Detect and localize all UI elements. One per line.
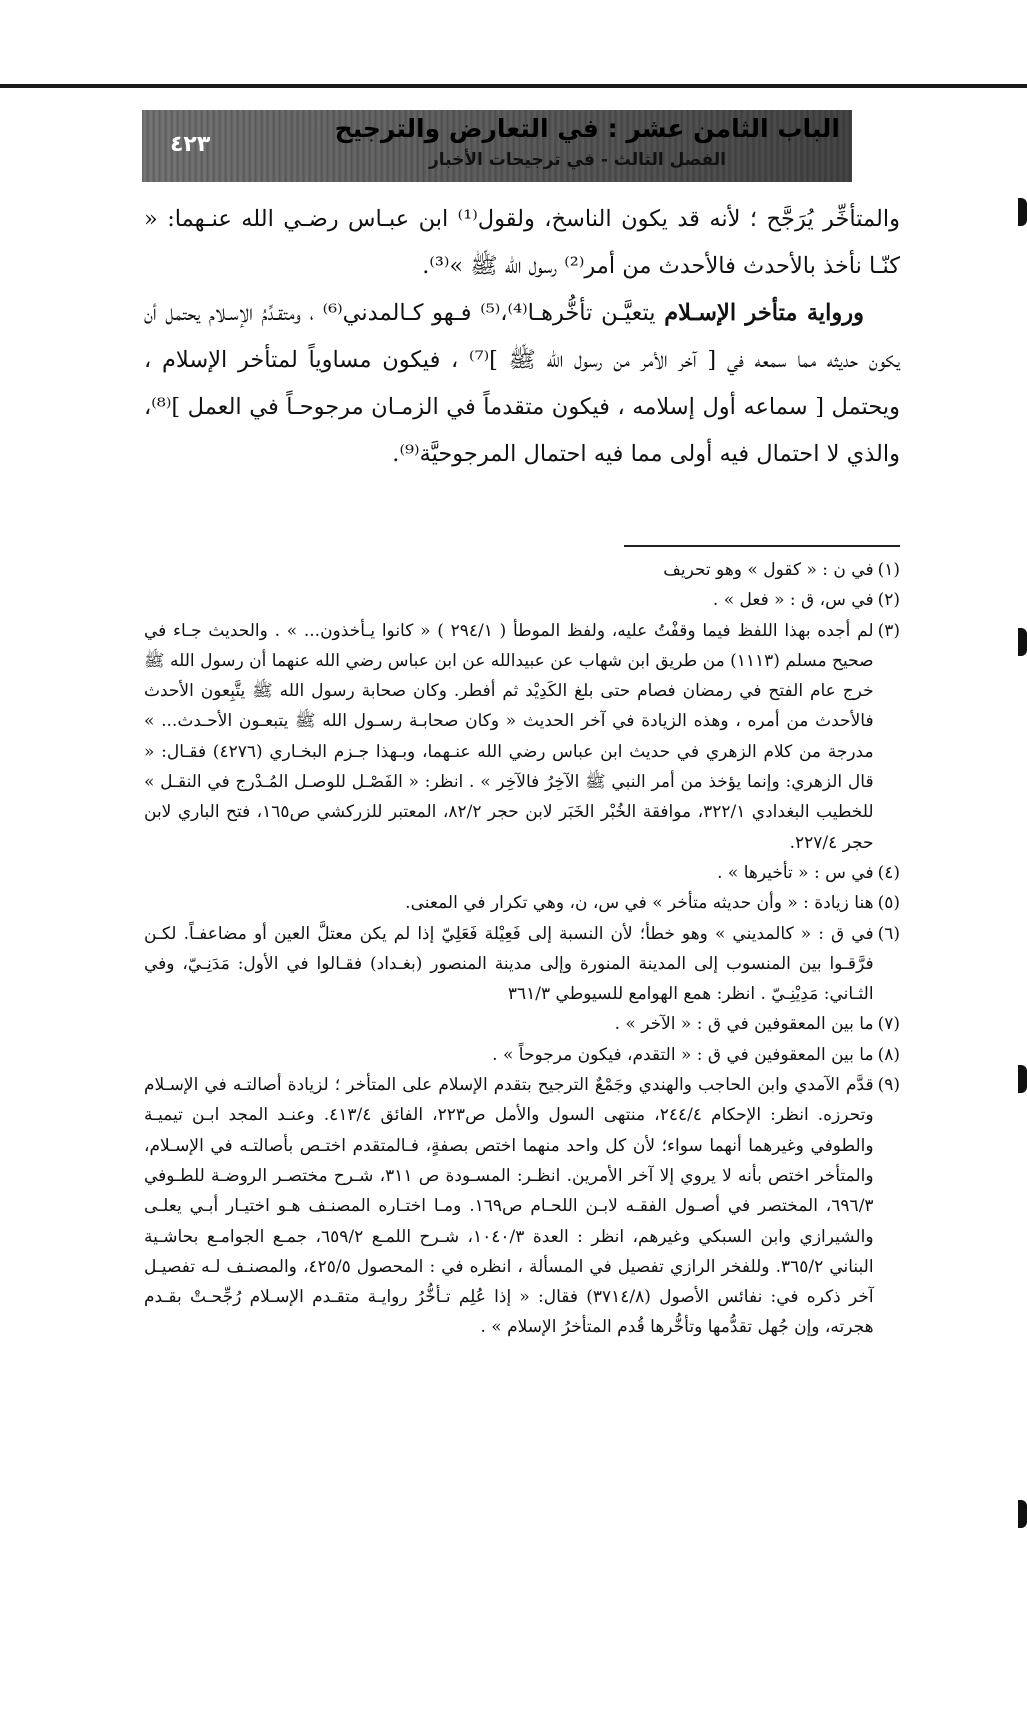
binding-mark: [1018, 628, 1027, 656]
footnotes: [144, 545, 900, 1343]
footnote-number: (٣): [877, 620, 900, 641]
binding-mark: [1018, 1065, 1027, 1093]
running-header: [142, 110, 852, 182]
paragraph-2-lead: ورواية متأخر الإسـلام: [664, 300, 864, 326]
footnote: [144, 858, 900, 888]
paragraph-1: والمتأخِّر يُرَجَّح ؛ لأنه قد يكون الناسخ، ولقول⁽¹⁾ ابن عبـاس رضـي الله عنـهما: « كنّـا نأخذ بالأحدث فالأحدث من أمر⁽²⁾ رسول الله ﷺ »⁽³⁾.: [144, 206, 901, 279]
section-subtitle: الفصل الثالث - في ترجيحات الأخبار: [429, 150, 726, 170]
footnote: [144, 888, 900, 918]
footnote: [144, 1040, 900, 1070]
paragraph-2: [144, 290, 900, 478]
footnote: [144, 616, 900, 858]
paragraph-2-body: يتعيَّـن تأخُّرهـا⁽⁴⁾،⁽⁵⁾ فـهو كـالمدني⁽⁶⁾ ، ومتقـدِّمُ الإسـلام يحتمل أن يكون حديثه مما سمعه في [ آخر الأمر من رسول الله ﷺ ]⁽⁷⁾ ، فيكون مساوياً لمتأخر الإسلام ، ويحتمل [ سماعه أول إسلامه ، فيكون متقدماً في الزمـان مرجوحـاً في العمل ]⁽⁸⁾، والذي لا احتمال فيه أولى مما فيه احتمال المرجوحيَّة⁽⁹⁾.: [144, 300, 900, 467]
footnote-text: في ن : « كقول » وهو تحريف: [663, 560, 874, 580]
footnote-text: قدَّم الآمدي وابن الحاجب والهندي وجَمْعٌ الترجيح بتقدم الإسلام على المتأخر ؛ لزيادة أصالتـه في الإسـلام وتحرزه. انظر: الإحكام ٢٤٤/٤، منتهى السول والأمل ص٢٢٣، الفائق ٤١٣/٤. وعنـد المجد ابـن تيميـة والطوفي وغيرهما أنهما سواء؛ لأن كل واحد منهما اختص بصفةٍ، فـالمتقدم اختـص بأصالتـه في الإسـلام، والمتأخر اختص بأنه لا يروي إلا آخر الأمرين. انظـر: المسـودة ص ٣١١، شـرح مختصـر الروضـة للطـوفي ٦٩٦/٣، المختصر في أصـول الفقـه لابـن اللحـام ص١٦٩. ومـا اختـاره المصنـف هـو اختيـار أبـي يعلـى والشيرازي وابن السبكي وغيرهم، انظر : العدة ١٠٤٠/٣، شـرح اللمـع ٦٥٩/٢، جمـع الجوامـع بحاشـية البناني ٣٦٥/٢. وللفخر الرازي تفصيل في المسألة ، انظره في : المحصول ٤٢٥/٥، والمصنـف لـه تفصيـل آخر ذكره في: نفائس الأصول (٣٧١٤/٨) فقال: « إذا عُلِم تـأخُّرُ روايـة متقـدم الإسـلام رُجِّحـتْ بقـدم هجرته، وإن جُهل تقدُّمها وتأخُّرها قُدم المتأخرُ الإسلام » .: [144, 1075, 874, 1338]
footnote-text: في س : « تأخيرها » .: [717, 862, 874, 883]
footnote-number: (٧): [877, 1014, 900, 1035]
footnote-number: (٥): [877, 893, 900, 914]
footnote-number: (٦): [877, 923, 900, 944]
footnote-number: (٨): [877, 1044, 900, 1065]
footnote-text: هنا زيادة : « وأن حديثه متأخر » في س، ن، وهي تكرار في المعنى.: [405, 893, 874, 914]
top-rule: [0, 84, 1027, 88]
footnote-text: لم أجده بهذا اللفظ فيما وقفْتُ عليه، ولفظ الموطأ ( ٢٩٤/١ ) « كانوا يـأخذون... » . والحديث جـاء في صحيح مسلم (١١١٣) من طريق ابن شهاب عن عبيدالله عن ابن عباس رضي الله عنهما أن رسول الله ﷺ خرج عام الفتح في رمضان فصام حتى بلغ الكَدِيْد ثم أفطر. وكان صحابة رسول الله ﷺ يتَّبِعون الأحدث فالأحدث من أمره ، وهذه الزيادة في آخر الحديث « وكان صحابـة رسـول الله ﷺ يتبعـون الأحـدث... » مدرجة من كلام الزهري في حديث ابن عباس رضي الله عنـهما، وبـهذا جـزم البخـاري (٤٢٧٦) فقـال: « قال الزهري: وإنما يؤخذ من أمر النبي ﷺ الآخِرُ فالآخِر » . انظر: « الفَصْـل للوصـل المُـدْرج في النقـل » للخطيب البغدادي ٣٢٢/١، موافقة الخُبْر الخَبَر لابن حجر ٨٢/٢، المعتبر للزركشي ص١٦٥، فتح الباري لابن حجر ٢٢٧/٤.: [144, 620, 874, 853]
footnote-number: (١): [877, 560, 900, 580]
footnote-text: في ق : « كالمديني » وهو خطأ؛ لأن النسبة إلى فَعِيْلة فَعَلِيّ إذا لم يكن معتلَّ العين أو مضاعفـاً. لكـن فرَّقـوا بين المنسوب إلى المدينة المنورة وإلى مدينة المنصور (بغـداد) فقـالوا في الأول: مَدَنِـيّ، وفي الثـاني: مَدِيْنِـيّ . انظر: همع الهوامع للسيوطي ٣٦١/٣: [144, 923, 874, 1005]
footnote-number: (٤): [877, 862, 900, 883]
footnote-text: ما بين المعقوفين في ق : « الآخر » .: [614, 1014, 874, 1035]
binding-mark: [1018, 1500, 1027, 1528]
footnote-text: في س، ق : « فعل » .: [712, 590, 874, 611]
page-number: ٤٢٣: [170, 132, 211, 157]
main-text: [144, 196, 900, 478]
footnote: [144, 919, 900, 1010]
footnote: [144, 1009, 900, 1039]
binding-mark: [1018, 198, 1027, 226]
footnote-number: (٩): [877, 1075, 900, 1096]
chapter-title: الباب الثامن عشر : في التعارض والترجيح: [334, 114, 840, 143]
footnote: [144, 585, 900, 615]
footnote-number: (٢): [877, 590, 900, 611]
footnote: [144, 555, 900, 585]
footnote-text: ما بين المعقوفين في ق : « التقدم، فيكون مرجوحاً » .: [492, 1044, 874, 1065]
footnote: [144, 1070, 900, 1343]
